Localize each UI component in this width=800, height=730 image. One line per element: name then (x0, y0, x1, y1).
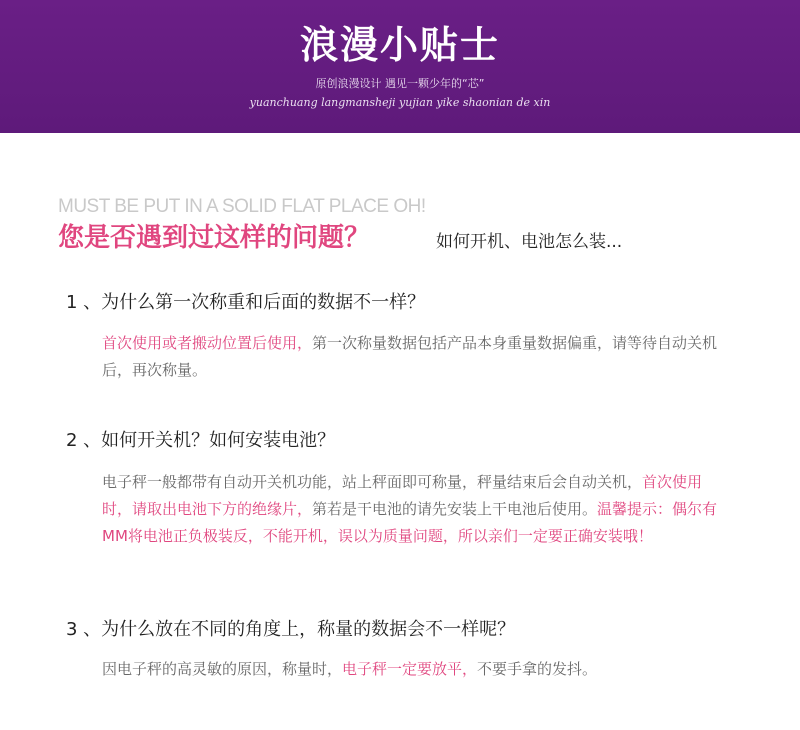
faq-2-text-2: 第若是干电池的请先安装上干电池后使用。 (312, 500, 598, 518)
faq-2-text-1: 电子秤一般都带有自动开关机功能，站上秤面即可称量，秤量结束后会自动关机， (102, 473, 643, 491)
faq-1-body (102, 330, 722, 384)
faq-1-text: 第一次称量数据包括产品本身重量数据偏重，请等待自动关机后，再次称量。 (102, 334, 718, 379)
faq-2-title: 2 、如何开关机？如何安装电池？ (66, 430, 336, 451)
header-title: 浪漫小贴士 (299, 23, 500, 67)
faq-3-text-1: 因电子秤的高灵敏的原因，称量时， (102, 660, 343, 678)
faq-3-title: 3 、为什么放在不同的角度上，称量的数据会不一样呢？ (66, 619, 516, 640)
faq-1-highlight: 首次使用或者搬动位置后使用， (102, 334, 313, 352)
faq-2-body (102, 469, 722, 550)
header-subtitle: 原创浪漫设计 遇见一颗少年的“芯” (315, 77, 485, 90)
header-pinyin: yuanchuang langmansheji yujian yike shaonian de xin (249, 96, 551, 109)
english-tagline: MUST BE PUT IN A SOLID FLAT PLACE OH! (58, 196, 426, 217)
faq-2-highlight-1: 首次使用时，请取出电池下方的绝缘片， (102, 473, 703, 518)
faq-1-title: 1 、为什么第一次称重和后面的数据不一样？ (66, 292, 426, 313)
faq-3-highlight: 电子秤一定要放平， (342, 660, 478, 678)
faq-3-text-2: 不要手拿的发抖。 (477, 660, 598, 678)
header-banner (0, 0, 800, 133)
faq-2-highlight-2: 温馨提示：偶尔有MM将电池正负极装反，不能开机，误以为质量问题，所以亲们一定要正确安装哦！ (102, 500, 718, 545)
question-subheading: 如何开机、电池怎么装... (436, 232, 623, 252)
faq-3-body (102, 656, 722, 683)
question-heading: 您是否遇到过这样的问题？ (58, 223, 371, 253)
